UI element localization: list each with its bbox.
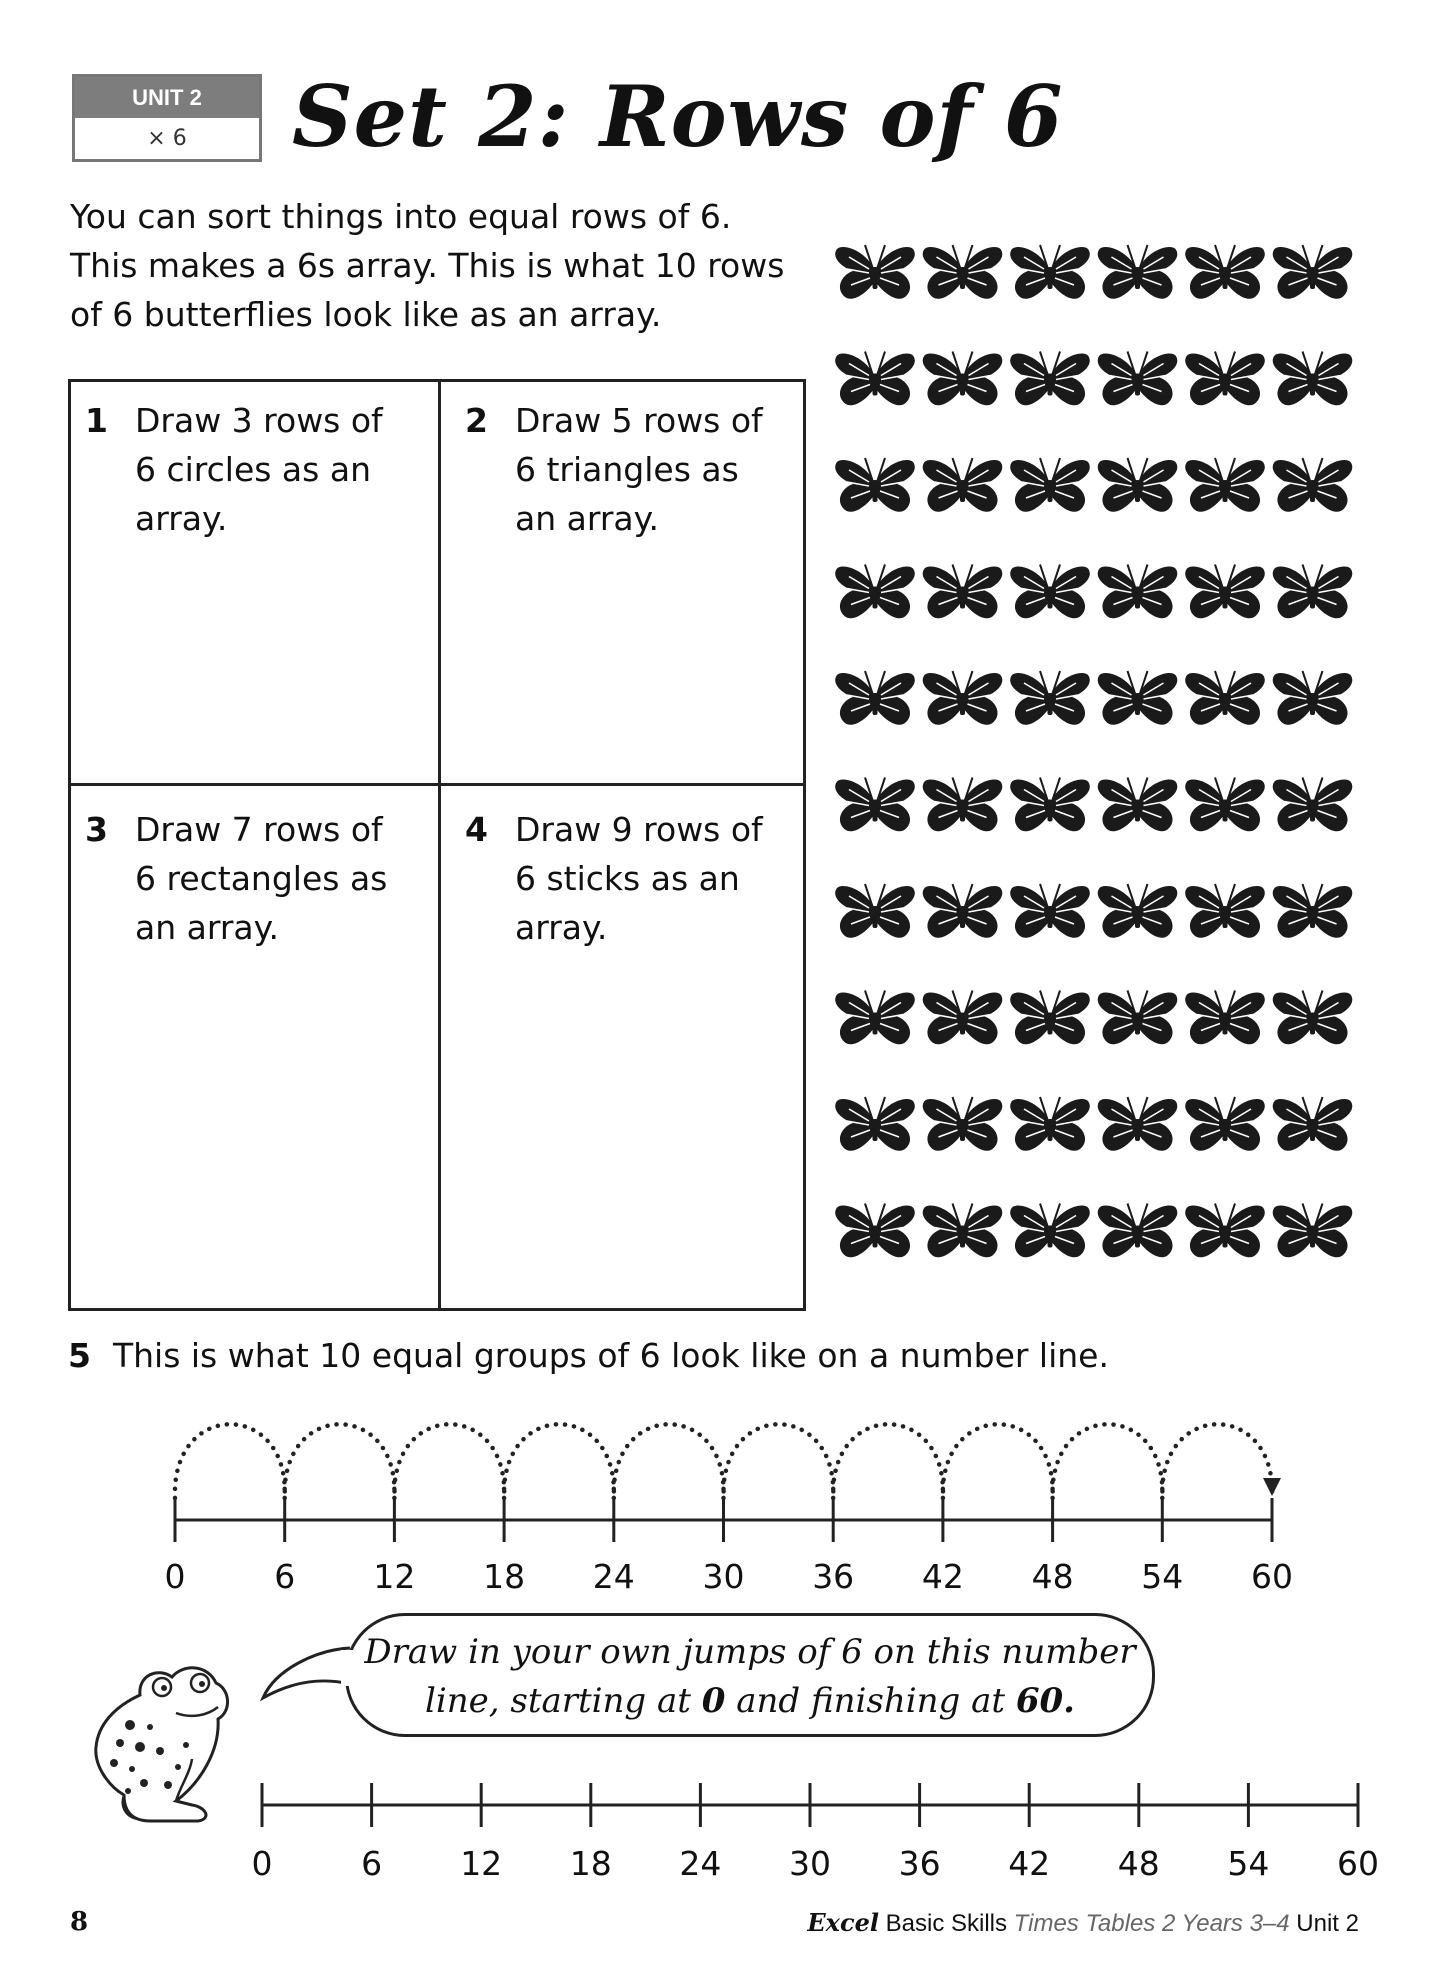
task-line: 6 rectangles as [135,859,388,898]
tick-label: 36 [898,1844,941,1883]
tick-label: 0 [251,1844,273,1883]
tick-label: 6 [361,1844,383,1883]
tick-label: 48 [1117,1844,1160,1883]
butterfly-icon [923,352,1003,406]
question-5 [68,1332,1109,1380]
task-grid [68,379,806,1311]
butterfly-icon [1098,245,1178,299]
butterfly-icon [1010,671,1090,725]
unit-sub-label: × 6 [147,126,187,151]
butterfly-icon [923,458,1003,512]
task-line: array. [515,908,608,947]
butterfly-icon [923,778,1003,832]
butterfly-icon [835,884,915,938]
jump-arc [175,1424,285,1498]
butterfly-icon [1273,991,1353,1045]
butterfly-icon [1273,671,1353,725]
butterfly-icon [1010,245,1090,299]
tick-label: 60 [1337,1844,1379,1883]
butterfly-icon [835,245,915,299]
task-line: 6 circles as an [135,450,371,489]
question-number: 5 [68,1336,91,1375]
butterfly-icon [923,1097,1003,1151]
frog-icon [80,1655,255,1830]
butterfly-icon [1098,352,1178,406]
task-line: 6 triangles as [515,450,739,489]
jump-arc [285,1424,395,1498]
butterfly-icon [1098,1097,1178,1151]
bubble-line: Draw in your own jumps of 6 on this number [364,1632,1136,1672]
intro-paragraph [70,192,790,339]
bubble-text-part: line, starting at [424,1681,702,1721]
butterfly-icon [1273,352,1353,406]
butterfly-icon [1273,1204,1353,1258]
tick-label: 42 [921,1557,964,1590]
butterfly-icon [1273,458,1353,512]
butterfly-icon [1010,1204,1090,1258]
task-line: an array. [135,908,279,947]
task-line: Draw 9 rows of [515,810,763,849]
tick-label: 12 [373,1557,416,1590]
question-text: This is what 10 equal groups of 6 look like on a number line. [112,1336,1109,1375]
tick-label: 0 [164,1557,186,1590]
butterfly-icon [1273,1097,1353,1151]
butterfly-icon [835,352,915,406]
task-line: Draw 7 rows of [135,810,383,849]
butterfly-icon [835,1097,915,1151]
task-instruction [515,396,795,543]
butterfly-icon [1185,671,1265,725]
footer-credit [807,1908,1359,1938]
footer-product: Basic Skills [878,1910,1014,1937]
bubble-tail [255,1640,355,1710]
butterfly-icon [835,565,915,619]
number-line-jumps [150,1385,1310,1590]
butterfly-icon [1098,778,1178,832]
jump-arc [614,1424,724,1498]
butterfly-icon [1010,884,1090,938]
butterfly-icon [835,1204,915,1258]
butterfly-icon [1185,565,1265,619]
footer-series: Times Tables 2 Years 3–4 [1013,1910,1290,1937]
tick-label: 54 [1227,1844,1270,1883]
tick-label: 36 [812,1557,855,1590]
task-number: 4 [465,810,488,849]
task-line: an array. [515,499,659,538]
butterfly-icon [923,884,1003,938]
tick-label: 30 [789,1844,831,1883]
butterfly-icon [1010,1097,1090,1151]
page-number: 8 [70,1907,89,1937]
butterfly-icon [1098,671,1178,725]
tick-label: 54 [1141,1557,1184,1590]
butterfly-icon [923,1204,1003,1258]
intro-line: You can sort things into equal rows of 6. [70,197,732,236]
grid-divider [438,382,441,1308]
jump-arc [1053,1424,1163,1498]
butterfly-icon [1010,565,1090,619]
task-number: 2 [465,401,488,440]
tick-label: 18 [569,1844,612,1883]
butterfly-icon [1098,884,1178,938]
butterfly-icon [1098,1204,1178,1258]
intro-line: This makes a 6s array. This is what 10 rows [70,246,785,285]
butterfly-icon [1273,245,1353,299]
unit-label: UNIT 2 [75,77,259,118]
butterfly-array [830,230,1370,1310]
butterfly-icon [1010,352,1090,406]
bubble-line [350,1677,1150,1726]
butterfly-icon [835,991,915,1045]
butterfly-icon [923,991,1003,1045]
bubble-text-part: and finishing at [725,1681,1016,1721]
jump-arc [943,1424,1053,1498]
jump-arc [723,1424,833,1498]
tick-label: 24 [592,1557,635,1590]
butterfly-icon [835,458,915,512]
intro-line: of 6 butterflies look like as an array. [70,295,662,334]
butterfly-icon [1010,778,1090,832]
task-instruction [515,805,795,952]
task-line: Draw 3 rows of [135,401,383,440]
page-title: Set 2: Rows of 6 [292,67,1064,166]
footer-unit: Unit 2 [1289,1910,1359,1937]
number-line-empty[interactable] [240,1775,1380,1890]
butterfly-icon [923,671,1003,725]
task-line: Draw 5 rows of [515,401,763,440]
task-instruction [135,805,415,952]
footer-brand: Excel [807,1908,879,1937]
bubble-bold-start: 0 [701,1681,726,1721]
butterfly-icon [1185,991,1265,1045]
butterfly-icon [1010,991,1090,1045]
butterfly-icon [835,671,915,725]
task-number: 1 [85,401,108,440]
tick-label: 30 [702,1557,745,1590]
jump-arrowhead [1263,1478,1281,1496]
bubble-text [350,1628,1150,1726]
jump-arc [394,1424,504,1498]
task-line: array. [135,499,228,538]
task-line: 6 sticks as an [515,859,740,898]
jump-arc [833,1424,943,1498]
task-instruction [135,396,415,543]
tick-label: 12 [460,1844,503,1883]
tick-label: 6 [274,1557,296,1590]
butterfly-icon [1098,991,1178,1045]
butterfly-icon [1098,458,1178,512]
butterfly-icon [1185,458,1265,512]
tick-label: 18 [483,1557,526,1590]
jump-arc [1162,1424,1272,1498]
tick-label: 24 [679,1844,722,1883]
butterfly-icon [1185,778,1265,832]
bubble-bold-end: 60. [1015,1681,1076,1721]
butterfly-icon [1273,884,1353,938]
butterfly-icon [1010,458,1090,512]
butterfly-icon [1185,1204,1265,1258]
tick-label: 42 [1008,1844,1051,1883]
task-number: 3 [85,810,108,849]
butterfly-icon [923,565,1003,619]
butterfly-icon [835,778,915,832]
tick-label: 60 [1251,1557,1293,1590]
butterfly-icon [1185,884,1265,938]
butterfly-icon [1273,778,1353,832]
butterfly-icon [1098,565,1178,619]
butterfly-icon [923,245,1003,299]
butterfly-icon [1185,245,1265,299]
butterfly-icon [1273,565,1353,619]
jump-arc [504,1424,614,1498]
unit-badge [72,74,262,162]
tick-label: 48 [1031,1557,1074,1590]
butterfly-icon [1185,352,1265,406]
grid-divider [71,783,803,786]
butterfly-icon [1185,1097,1265,1151]
